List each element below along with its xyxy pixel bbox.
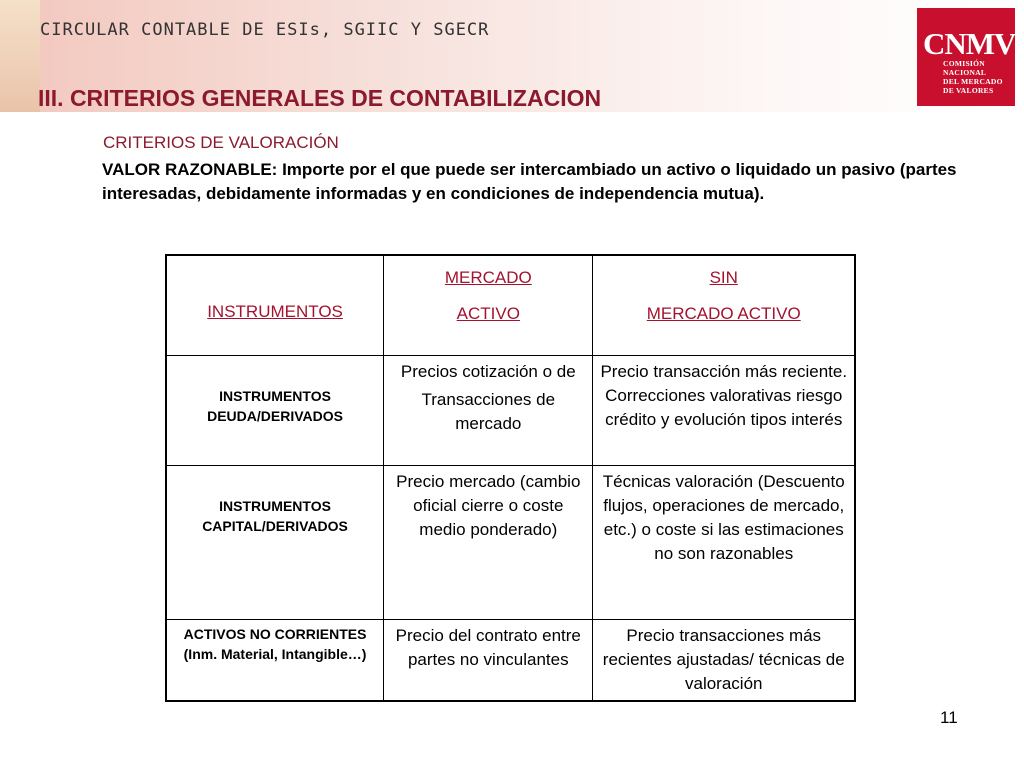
row-label-line: INSTRUMENTOS [219, 497, 331, 514]
definition [102, 158, 972, 206]
table-header-row [166, 255, 855, 355]
cnmv-logo [917, 8, 1015, 106]
section-title: III. CRITERIOS GENERALES DE CONTABILIZACION [38, 85, 602, 111]
row-label-line: ACTIVOS NO CORRIENTES (Inm. Material, Intangible…) [183, 625, 367, 662]
active-line: Precio mercado (cambio oficial cierre o coste medio ponderado) [396, 471, 581, 539]
row-inactive-cell [593, 465, 855, 619]
active-line: Precio del contrato entre partes no vinculantes [395, 625, 581, 669]
table-row [166, 465, 855, 619]
logo-sub-line: DE VALORES [943, 86, 994, 95]
row-active-cell [384, 619, 593, 701]
inactive-text: Precio transacción más reciente. Correcciones valorativas riesgo crédito y evolución tipos interés [600, 361, 848, 429]
row-label-line: INSTRUMENTOS [219, 387, 331, 404]
header-instruments [166, 255, 384, 355]
inactive-text: Precio transacciones más recientes ajustadas/ técnicas de valoración [602, 625, 845, 693]
row-inactive-cell [593, 355, 855, 465]
header-no-active-market [593, 255, 855, 355]
header-active-line-2: ACTIVO [456, 304, 520, 323]
active-line: Precios cotización o de [400, 361, 576, 381]
row-label-line: DEUDA/DERIVADOS [207, 407, 343, 424]
row-label [166, 355, 384, 465]
row-active-cell [384, 465, 593, 619]
logo-sub-line: NACIONAL [943, 68, 987, 77]
table-row [166, 355, 855, 465]
page-number: 11 [940, 708, 958, 727]
row-label-line: CAPITAL/DERIVADOS [202, 517, 348, 534]
logo-sub-line: COMISIÓN [943, 59, 985, 68]
logo-sub-text [943, 59, 1009, 95]
header-inactive-line-2: MERCADO ACTIVO [646, 304, 801, 323]
logo-sub-line: DEL MERCADO [943, 77, 1003, 86]
header-stripe [0, 0, 40, 112]
subtitle: CRITERIOS DE VALORACIÓN [103, 133, 339, 152]
table-row [166, 619, 855, 701]
definition-text: Importe por el que puede ser intercambiado un activo o liquidado un pasivo (partes interesadas, debidamente informadas y en condiciones de independencia mutua). [102, 160, 957, 203]
definition-term: VALOR RAZONABLE: [102, 160, 278, 179]
row-label [166, 619, 384, 701]
logo-main-text: CNMV [923, 26, 1016, 61]
header-inactive-line-1: SIN [709, 268, 738, 287]
inactive-text: Técnicas valoración (Descuento flujos, operaciones de mercado, etc.) o coste si las estimaciones no son razonables [602, 471, 845, 563]
header-active-line-1: MERCADO [444, 268, 532, 287]
valuation-table [165, 254, 856, 702]
active-line: Transacciones de mercado [421, 389, 556, 433]
row-inactive-cell [593, 619, 855, 701]
row-active-cell [384, 355, 593, 465]
circular-title: CIRCULAR CONTABLE DE ESIs, SGIIC Y SGECR [40, 20, 490, 40]
header-instruments-label: INSTRUMENTOS [207, 302, 343, 321]
header-active-market [384, 255, 593, 355]
row-label [166, 465, 384, 619]
